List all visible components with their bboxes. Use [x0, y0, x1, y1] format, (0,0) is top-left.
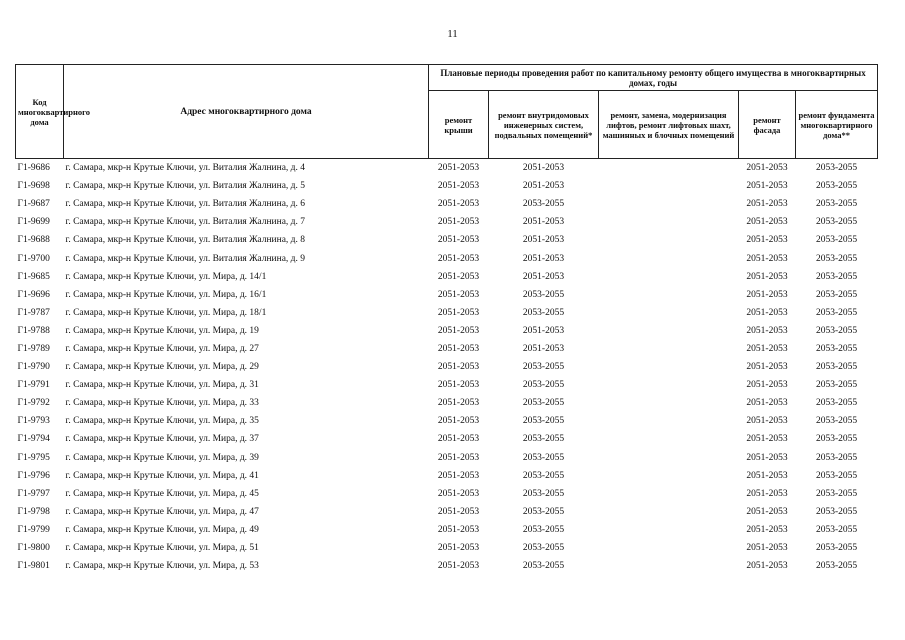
- cell-code: Г1-9687: [17, 199, 50, 210]
- cell-foundation: 2053-2055: [815, 506, 858, 517]
- cell-facade: 2051-2053: [746, 235, 788, 246]
- cell-elevators: [599, 249, 739, 267]
- cell-foundation: 2053-2055: [815, 271, 858, 282]
- table-row: [16, 557, 878, 575]
- cell-elevators: [599, 231, 739, 249]
- cell-code: Г1-9792: [17, 398, 50, 409]
- header-periods-group: Плановые периоды проведения работ по капитальному ремонту общего имущества в многоквартирных домах, годы: [429, 65, 878, 91]
- cell-roof: 2051-2053: [437, 488, 480, 499]
- table-row: [16, 430, 878, 448]
- table-row: [16, 159, 878, 178]
- cell-foundation: 2053-2055: [815, 325, 858, 336]
- cell-engineering: 2053-2055: [522, 362, 565, 373]
- cell-roof: 2051-2053: [437, 235, 480, 246]
- cell-address: г. Самара, мкр-н Крутые Ключи, ул. Мира, д. 37: [65, 434, 259, 445]
- cell-foundation: 2053-2055: [815, 452, 858, 463]
- cell-address: г. Самара, мкр-н Крутые Ключи, ул. Мира, д. 14/1: [65, 271, 267, 282]
- table-row: [16, 467, 878, 485]
- cell-facade: 2051-2053: [746, 199, 788, 210]
- cell-facade: 2051-2053: [746, 307, 788, 318]
- cell-roof: 2051-2053: [437, 343, 480, 354]
- cell-address: г. Самара, мкр-н Крутые Ключи, ул. Виталия Жалнина, д. 4: [64, 159, 429, 178]
- cell-address: г. Самара, мкр-н Крутые Ключи, ул. Мира, д. 53: [65, 561, 259, 572]
- cell-code: Г1-9794: [17, 434, 50, 445]
- cell-roof: 2051-2053: [437, 543, 480, 554]
- cell-facade: 2051-2053: [746, 289, 788, 300]
- table-row: [16, 231, 878, 249]
- cell-foundation: 2053-2055: [815, 470, 858, 481]
- cell-elevators: [599, 503, 739, 521]
- cell-roof: 2051-2053: [437, 452, 480, 463]
- cell-engineering: 2053-2055: [522, 524, 565, 535]
- cell-roof: 2051-2053: [437, 253, 480, 264]
- table-row: [16, 304, 878, 322]
- cell-facade: 2051-2053: [746, 524, 788, 535]
- cell-code: Г1-9800: [17, 543, 50, 554]
- cell-roof: 2051-2053: [437, 380, 480, 391]
- table-row: [16, 521, 878, 539]
- cell-engineering: 2051-2053: [522, 217, 565, 228]
- cell-engineering: 2053-2055: [522, 416, 565, 427]
- cell-code: Г1-9700: [17, 253, 50, 264]
- cell-code: Г1-9799: [17, 524, 50, 535]
- header-elevators: ремонт, замена, модернизация лифтов, ремонт лифтовых шахт, машинных и блочных помещений: [599, 91, 739, 159]
- table-row: [16, 268, 878, 286]
- header-facade: ремонт фасада: [739, 91, 796, 159]
- header-foundation: ремонт фундамента многоквартирного дома**: [796, 91, 878, 159]
- table-row: [16, 249, 878, 267]
- cell-code: Г1-9793: [17, 416, 50, 427]
- table-row: [16, 195, 878, 213]
- cell-engineering: 2053-2055: [522, 199, 565, 210]
- cell-engineering: 2053-2055: [522, 307, 565, 318]
- cell-address: г. Самара, мкр-н Крутые Ключи, ул. Мира, д. 31: [65, 380, 259, 391]
- cell-elevators: [599, 358, 739, 376]
- cell-address: г. Самара, мкр-н Крутые Ключи, ул. Мира, д. 47: [65, 506, 259, 517]
- cell-engineering: 2053-2055: [522, 561, 565, 572]
- table-row: [16, 503, 878, 521]
- table-row: [16, 358, 878, 376]
- cell-code: Г1-9685: [17, 271, 50, 282]
- table-row: [16, 376, 878, 394]
- cell-address: г. Самара, мкр-н Крутые Ключи, ул. Мира, д. 49: [65, 524, 259, 535]
- cell-engineering: 2051-2053: [522, 253, 565, 264]
- cell-foundation: 2053-2055: [815, 289, 858, 300]
- cell-elevators: [599, 430, 739, 448]
- cell-code: Г1-9788: [17, 325, 50, 336]
- header-code: Код многоквартирного дома: [16, 65, 64, 159]
- cell-code: Г1-9699: [17, 217, 50, 228]
- cell-facade: 2051-2053: [746, 253, 788, 264]
- cell-elevators: [599, 340, 739, 358]
- cell-address: г. Самара, мкр-н Крутые Ключи, ул. Виталия Жалнина, д. 8: [65, 235, 306, 246]
- cell-roof: 2051-2053: [437, 362, 480, 373]
- cell-facade: 2051-2053: [746, 398, 788, 409]
- cell-roof: 2051-2053: [437, 470, 480, 481]
- cell-engineering: 2053-2055: [522, 289, 565, 300]
- cell-code: Г1-9801: [17, 561, 50, 572]
- cell-facade: 2051-2053: [746, 434, 788, 445]
- cell-engineering: 2051-2053: [489, 159, 599, 178]
- header-engineering: ремонт внутридомовых инженерных систем, подвальных помещений*: [489, 91, 599, 159]
- cell-code: Г1-9795: [17, 452, 50, 463]
- page-number: 11: [447, 28, 458, 40]
- cell-code: Г1-9686: [16, 159, 64, 178]
- cell-address: г. Самара, мкр-н Крутые Ключи, ул. Мира, д. 41: [65, 470, 259, 481]
- cell-foundation: 2053-2055: [815, 561, 858, 572]
- cell-facade: 2051-2053: [746, 488, 788, 499]
- table-row: [16, 340, 878, 358]
- cell-foundation: 2053-2055: [815, 434, 858, 445]
- cell-foundation: 2053-2055: [815, 362, 858, 373]
- cell-roof: 2051-2053: [437, 199, 480, 210]
- cell-address: г. Самара, мкр-н Крутые Ключи, ул. Мира, д. 35: [65, 416, 259, 427]
- cell-address: г. Самара, мкр-н Крутые Ключи, ул. Мира, д. 27: [65, 343, 259, 354]
- table-row: [16, 322, 878, 340]
- cell-foundation: 2053-2055: [815, 253, 858, 264]
- cell-engineering: 2051-2053: [522, 235, 565, 246]
- cell-roof: 2051-2053: [437, 271, 480, 282]
- cell-engineering: 2051-2053: [522, 325, 565, 336]
- cell-address: г. Самара, мкр-н Крутые Ключи, ул. Виталия Жалнина, д. 6: [65, 199, 306, 210]
- cell-address: г. Самара, мкр-н Крутые Ключи, ул. Мира, д. 51: [65, 543, 259, 554]
- cell-foundation: 2053-2055: [815, 199, 858, 210]
- cell-address: г. Самара, мкр-н Крутые Ключи, ул. Мира, д. 45: [65, 488, 259, 499]
- header-roof: ремонт крыши: [429, 91, 489, 159]
- cell-foundation: 2053-2055: [815, 181, 858, 192]
- table-row: [16, 449, 878, 467]
- cell-roof: 2051-2053: [437, 325, 480, 336]
- cell-facade: 2051-2053: [746, 470, 788, 481]
- cell-engineering: 2051-2053: [522, 181, 565, 192]
- cell-code: Г1-9797: [17, 488, 50, 499]
- cell-foundation: 2053-2055: [815, 488, 858, 499]
- cell-elevators: [599, 159, 739, 178]
- repair-schedule-table: [15, 64, 878, 575]
- cell-foundation: 2053-2055: [815, 380, 858, 391]
- cell-code: Г1-9696: [17, 289, 50, 300]
- cell-address: г. Самара, мкр-н Крутые Ключи, ул. Мира, д. 33: [65, 398, 259, 409]
- cell-code: Г1-9789: [17, 343, 50, 354]
- cell-foundation: 2053-2055: [815, 235, 858, 246]
- cell-address: г. Самара, мкр-н Крутые Ключи, ул. Мира, д. 18/1: [65, 307, 267, 318]
- cell-roof: 2051-2053: [437, 398, 480, 409]
- cell-elevators: [599, 195, 739, 213]
- cell-code: Г1-9698: [17, 181, 50, 192]
- cell-foundation: 2053-2055: [815, 543, 858, 554]
- cell-code: Г1-9798: [17, 506, 50, 517]
- cell-foundation: 2053-2055: [796, 159, 878, 178]
- cell-facade: 2051-2053: [739, 159, 796, 178]
- table-body: [16, 159, 878, 576]
- cell-roof: 2051-2053: [437, 524, 480, 535]
- cell-facade: 2051-2053: [746, 217, 788, 228]
- cell-elevators: [599, 304, 739, 322]
- cell-facade: 2051-2053: [746, 561, 788, 572]
- cell-code: Г1-9791: [17, 380, 50, 391]
- table-row: [16, 286, 878, 304]
- cell-code: Г1-9790: [17, 362, 50, 373]
- cell-elevators: [599, 521, 739, 539]
- cell-address: г. Самара, мкр-н Крутые Ключи, ул. Виталия Жалнина, д. 7: [65, 217, 306, 228]
- cell-elevators: [599, 394, 739, 412]
- cell-elevators: [599, 376, 739, 394]
- cell-elevators: [599, 557, 739, 575]
- cell-address: г. Самара, мкр-н Крутые Ключи, ул. Виталия Жалнина, д. 5: [65, 181, 306, 192]
- cell-elevators: [599, 539, 739, 557]
- cell-foundation: 2053-2055: [815, 217, 858, 228]
- cell-address: г. Самара, мкр-н Крутые Ключи, ул. Мира, д. 29: [65, 362, 259, 373]
- table-row: [16, 485, 878, 503]
- cell-roof: 2051-2053: [437, 561, 480, 572]
- cell-elevators: [599, 322, 739, 340]
- cell-engineering: 2053-2055: [522, 488, 565, 499]
- cell-facade: 2051-2053: [746, 543, 788, 554]
- cell-facade: 2051-2053: [746, 506, 788, 517]
- cell-elevators: [599, 485, 739, 503]
- cell-roof: 2051-2053: [437, 289, 480, 300]
- cell-facade: 2051-2053: [746, 271, 788, 282]
- cell-facade: 2051-2053: [746, 343, 788, 354]
- cell-elevators: [599, 412, 739, 430]
- cell-facade: 2051-2053: [746, 416, 788, 427]
- table-row: [16, 394, 878, 412]
- cell-roof: 2051-2053: [429, 159, 489, 178]
- table-header: [16, 65, 878, 159]
- cell-elevators: [599, 449, 739, 467]
- table-row: [16, 177, 878, 195]
- cell-roof: 2051-2053: [437, 434, 480, 445]
- cell-engineering: 2053-2055: [522, 434, 565, 445]
- cell-elevators: [599, 268, 739, 286]
- cell-roof: 2051-2053: [437, 307, 480, 318]
- table-row: [16, 213, 878, 231]
- cell-code: Г1-9688: [17, 235, 50, 246]
- cell-foundation: 2053-2055: [815, 524, 858, 535]
- cell-engineering: 2053-2055: [522, 452, 565, 463]
- cell-facade: 2051-2053: [746, 380, 788, 391]
- header-address: Адрес многоквартирного дома: [64, 65, 429, 159]
- cell-engineering: 2053-2055: [522, 398, 565, 409]
- table-row: [16, 539, 878, 557]
- cell-roof: 2051-2053: [437, 416, 480, 427]
- cell-address: г. Самара, мкр-н Крутые Ключи, ул. Мира, д. 16/1: [65, 289, 267, 300]
- cell-engineering: 2053-2055: [522, 543, 565, 554]
- cell-foundation: 2053-2055: [815, 343, 858, 354]
- cell-roof: 2051-2053: [437, 217, 480, 228]
- cell-facade: 2051-2053: [746, 325, 788, 336]
- cell-elevators: [599, 467, 739, 485]
- cell-engineering: 2051-2053: [522, 343, 565, 354]
- cell-engineering: 2053-2055: [522, 380, 565, 391]
- cell-foundation: 2053-2055: [815, 398, 858, 409]
- cell-address: г. Самара, мкр-н Крутые Ключи, ул. Мира, д. 19: [65, 325, 259, 336]
- cell-foundation: 2053-2055: [815, 307, 858, 318]
- cell-facade: 2051-2053: [746, 452, 788, 463]
- cell-roof: 2051-2053: [437, 506, 480, 517]
- table-row: [16, 412, 878, 430]
- cell-facade: 2051-2053: [746, 362, 788, 373]
- cell-code: Г1-9796: [17, 470, 50, 481]
- cell-address: г. Самара, мкр-н Крутые Ключи, ул. Виталия Жалнина, д. 9: [65, 253, 306, 264]
- cell-engineering: 2051-2053: [522, 271, 565, 282]
- cell-foundation: 2053-2055: [815, 416, 858, 427]
- cell-elevators: [599, 286, 739, 304]
- cell-elevators: [599, 213, 739, 231]
- cell-address: г. Самара, мкр-н Крутые Ключи, ул. Мира, д. 39: [65, 452, 259, 463]
- cell-roof: 2051-2053: [437, 181, 480, 192]
- cell-facade: 2051-2053: [746, 181, 788, 192]
- cell-elevators: [599, 177, 739, 195]
- cell-engineering: 2053-2055: [522, 470, 565, 481]
- cell-engineering: 2053-2055: [522, 506, 565, 517]
- cell-code: Г1-9787: [17, 307, 50, 318]
